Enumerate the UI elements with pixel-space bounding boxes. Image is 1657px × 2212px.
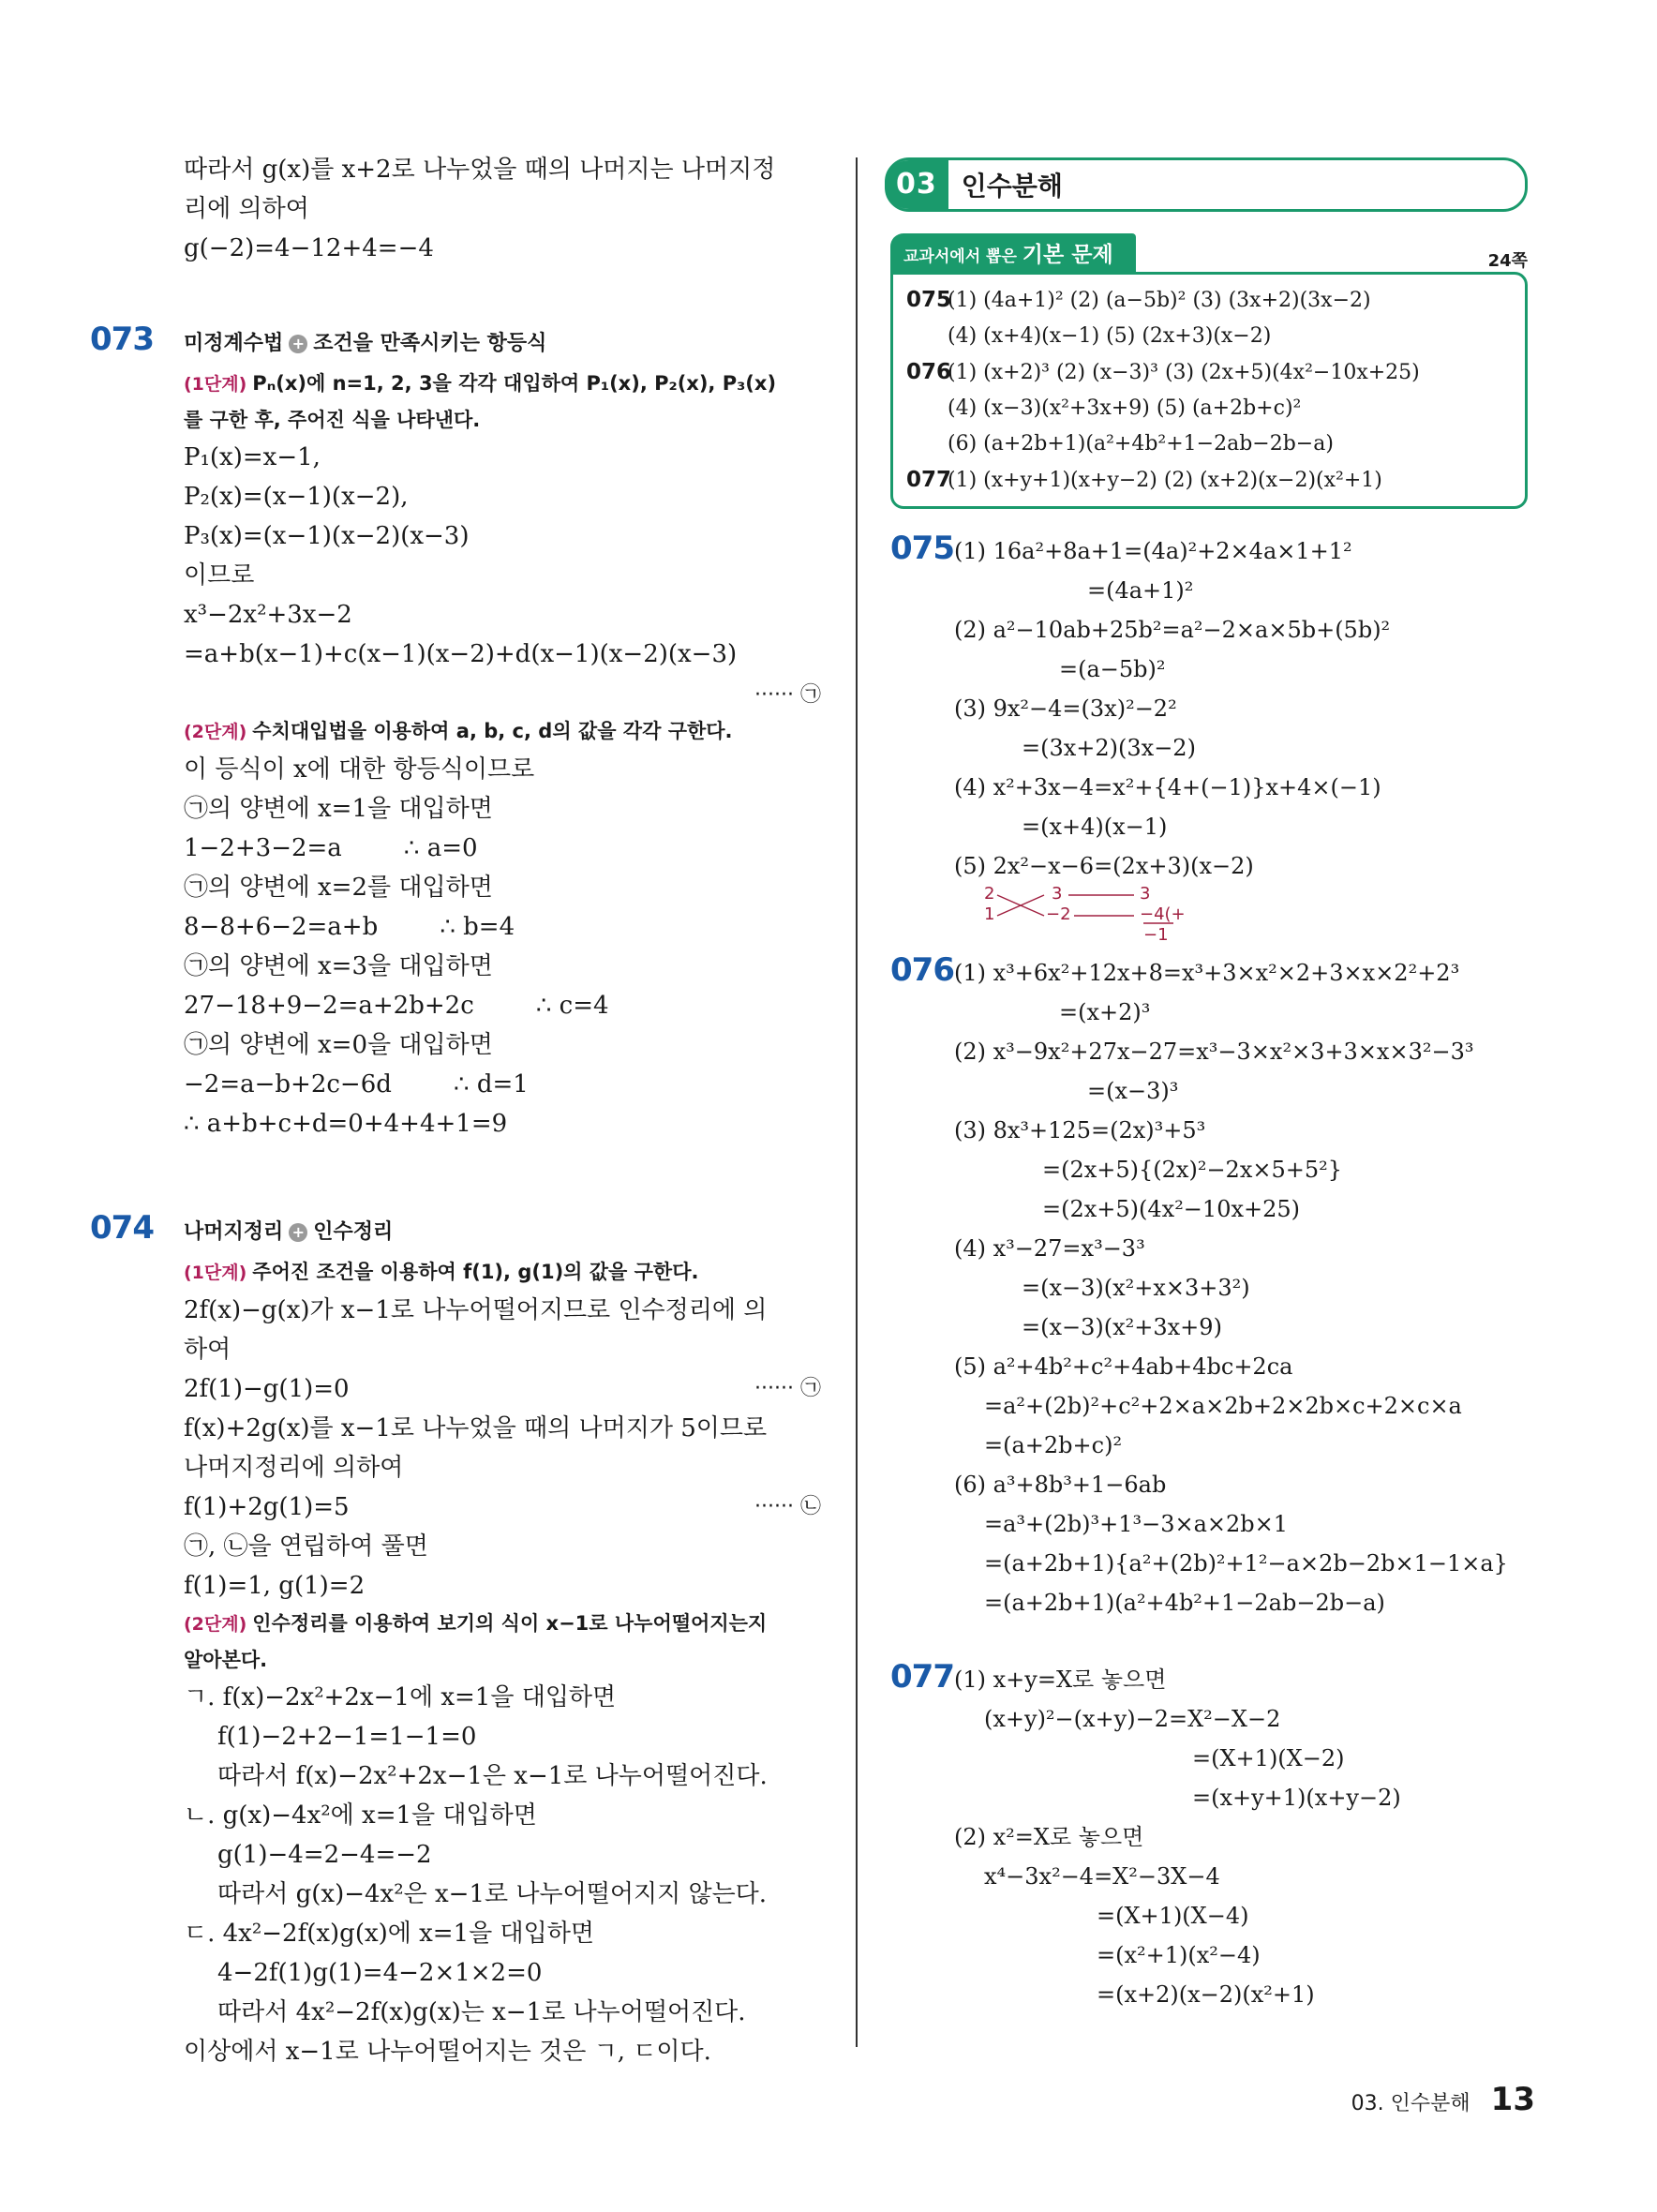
solution-line: (2) x²=X로 놓으면 (954, 1824, 1144, 1850)
answer-line: 075(1) (4a+1)² (2) (a−5b)² (3) (3x+2)(3x−2) (906, 288, 1371, 312)
solution-line: =(a+2b+1)(a²+4b²+1−2ab−2b−a) (984, 1590, 1385, 1616)
equation-line: f(1)+2g(1)=5 ······ ㉡ (184, 1493, 821, 1521)
solution-number: 075 (890, 530, 954, 567)
text-line: 27−18+9−2=a+2b+2c ∴ c=4 (184, 992, 609, 1020)
basic-answers-box (890, 272, 1528, 509)
answer-line: (6) (a+2b+1)(a²+4b²+1−2ab−2b−a) (948, 432, 1334, 456)
solution-line: =a³+(2b)³+1³−3×a×2b×1 (984, 1511, 1289, 1537)
answer-line: 076(1) (x+2)³ (2) (x−3)³ (3) (2x+5)(4x²−10x+25) (906, 360, 1420, 384)
text-line: 이므로 (184, 561, 255, 590)
text-line: P₁(x)=x−1, (184, 443, 321, 471)
basic-problems-tab: 교과서에서 뽑은 기본 문제 (890, 233, 1136, 272)
footer-section-title: 03. 인수분해 (1351, 2092, 1470, 2115)
text-line: f(1)=1, g(1)=2 (184, 1572, 366, 1600)
solution-line: =(a+2b+1){a²+(2b)²+1²−a×2b−2b×1−1×a} (984, 1550, 1508, 1577)
text-line: ∴ a+b+c+d=0+4+4+1=9 (184, 1110, 508, 1138)
solution-line: (5) a²+4b²+c²+4ab+4bc+2ca (954, 1353, 1293, 1380)
page-number: 13 (1490, 2081, 1535, 2118)
problem-073-header (90, 321, 821, 366)
text-line: =a+b(x−1)+c(x−1)(x−2)+d(x−1)(x−2)(x−3) (184, 640, 738, 668)
choice-head: ㄴ. g(x)−4x²에 x=1을 대입하면 (184, 1801, 537, 1830)
solution-line: =(x+4)(x−1) (1022, 814, 1168, 840)
right-column (890, 157, 1528, 2014)
solution-number: 076 (890, 951, 954, 989)
solution-line: =(X+1)(X−4) (1097, 1903, 1249, 1929)
solution-line: (2) a²−10ab+25b²=a²−2×a×5b+(5b)² (954, 617, 1391, 643)
text-line: 2f(x)−g(x)가 x−1로 나누어떨어지므로 인수정리에 의 (184, 1296, 768, 1324)
solution-line: =(x+y+1)(x+y−2) (1192, 1785, 1401, 1811)
step-1: (1단계) Pₙ(x)에 n=1, 2, 3을 각각 대입하여 P₁(x), P₂(x), P₃(x) (184, 372, 777, 395)
step-2: (2단계) 수치대입법을 이용하여 a, b, c, d의 값을 각각 구한다. (184, 720, 733, 742)
solution-line: (4) x³−27=x³−3³ (954, 1235, 1145, 1262)
solution-075: 075 (1) 16a²+8a+1=(4a)²+2×4a×1+1² (890, 530, 1352, 567)
solution-line: (3) 9x²−4=(3x)²−2² (954, 695, 1177, 722)
choice-line: g(1)−4=2−4=−2 (217, 1841, 432, 1869)
section-title (885, 157, 1528, 212)
solution-line: =(2x+5)(4x²−10x+25) (1042, 1196, 1301, 1222)
problem-number: 073 (90, 321, 154, 358)
page-footer (1351, 2081, 1535, 2118)
section-name: 인수분해 (961, 171, 1063, 202)
solution-line: x⁴−3x²−4=X²−3X−4 (984, 1863, 1220, 1890)
text-line: x³−2x²+3x−2 (184, 601, 352, 629)
choice-line: 따라서 f(x)−2x²+2x−1은 x−1로 나누어떨어진다. (217, 1762, 768, 1790)
basic-page-ref: 24쪽 (1487, 251, 1528, 271)
text-line: 리에 의하여 (184, 195, 309, 223)
choice-head: ㄱ. f(x)−2x²+2x−1에 x=1을 대입하면 (184, 1683, 617, 1711)
text-line: ㉠의 양변에 x=3을 대입하면 (184, 952, 493, 980)
cross-coef: 3 (1052, 884, 1063, 904)
text-line: ㉠의 양변에 x=1을 대입하면 (184, 795, 493, 823)
step-1: (1단계) 주어진 조건을 이용하여 f(1), g(1)의 값을 구한다. (184, 1261, 699, 1283)
equation-marker: ······ ㉠ (754, 683, 821, 707)
solution-line: =(a+2b+c)² (984, 1432, 1123, 1458)
solution-line: (3) 8x³+125=(2x)³+5³ (954, 1117, 1206, 1143)
cross-coef: 2 (984, 884, 995, 904)
solution-line: =a²+(2b)²+c²+2×a×2b+2×2b×c+2×c×a (984, 1393, 1462, 1419)
cross-coef: −2 (1046, 904, 1071, 924)
text-line: 따라서 g(x)를 x+2로 나누었을 때의 나머지는 나머지정 (184, 156, 776, 184)
text-line: P₂(x)=(x−1)(x−2), (184, 483, 409, 511)
solution-line: (2) x³−9x²+27x−27=x³−3×x²×3+3×x×3²−3³ (954, 1039, 1474, 1065)
text-line: ㉠, ㉡을 연립하여 풀면 (184, 1532, 428, 1561)
step-2-cont: 알아본다. (184, 1649, 268, 1671)
cross-coef: 3 (1140, 884, 1151, 904)
conclusion: 이상에서 x−1로 나누어떨어지는 것은 ㄱ, ㄷ이다. (184, 2038, 711, 2066)
answer-line: (4) (x−3)(x²+3x+9) (5) (a+2b+c)² (948, 396, 1302, 420)
solution-077: 077 (1) x+y=X로 놓으면 (890, 1658, 1167, 1696)
choice-line: f(1)−2+2−1=1−1=0 (217, 1723, 477, 1751)
solution-line: (6) a³+8b³+1−6ab (954, 1472, 1167, 1498)
solution-076: 076 (1) x³+6x²+12x+8=x³+3×x²×2+3×x×2²+2³ (890, 951, 1460, 989)
cross-multiplication-diagram (984, 884, 1228, 945)
cross-coef: −4(+ (1140, 904, 1186, 924)
step-1-cont: 를 구한 후, 주어진 식을 나타낸다. (184, 409, 481, 431)
choice-head: ㄷ. 4x²−2f(x)g(x)에 x=1을 대입하면 (184, 1920, 594, 1948)
step-2: (2단계) 인수정리를 이용하여 보기의 식이 x−1로 나누어떨어지는지 (184, 1612, 768, 1635)
choice-line: 따라서 4x²−2f(x)g(x)는 x−1로 나누어떨어진다. (217, 1998, 746, 2026)
choice-line: 따라서 g(x)−4x²은 x−1로 나누어떨어지지 않는다. (217, 1880, 768, 1908)
solution-line: (x+y)²−(x+y)−2=X²−X−2 (984, 1706, 1281, 1732)
problem-title: 나머지정리 + 인수정리 (184, 1220, 394, 1244)
answer-line: (4) (x+4)(x−1) (5) (2x+3)(x−2) (948, 324, 1272, 348)
section-number-badge: 03 (885, 160, 948, 209)
column-divider (856, 157, 858, 2047)
text-line: ㉠의 양변에 x=0을 대입하면 (184, 1031, 493, 1059)
solution-line: =(2x+5){(2x)²−2x×5+5²} (1042, 1157, 1343, 1183)
text-line: f(x)+2g(x)를 x−1로 나누었을 때의 나머지가 5이므로 (184, 1414, 768, 1442)
text-line: P₃(x)=(x−1)(x−2)(x−3) (184, 522, 470, 550)
solution-line: =(X+1)(X−2) (1192, 1745, 1345, 1771)
answer-line: 077(1) (x+y+1)(x+y−2) (2) (x+2)(x−2)(x²+1) (906, 468, 1382, 492)
cross-coef: 1 (984, 904, 995, 924)
left-column (90, 150, 821, 2071)
plus-icon: + (289, 1223, 307, 1242)
text-line: −2=a−b+2c−6d ∴ d=1 (184, 1070, 529, 1099)
text-line: ㉠의 양변에 x=2를 대입하면 (184, 874, 493, 902)
solution-number: 077 (890, 1658, 954, 1696)
cross-coef: −1 (1143, 925, 1169, 945)
solution-line: =(4a+1)² (1087, 577, 1194, 604)
solution-line: =(x+2)³ (1059, 999, 1151, 1025)
basic-problems-header (890, 240, 1528, 272)
text-line: 나머지정리에 의하여 (184, 1454, 404, 1482)
text-line: 하여 (184, 1336, 231, 1364)
solution-line: (5) 2x²−x−6=(2x+3)(x−2) (954, 853, 1254, 879)
problem-title: 미정계수법 + 조건을 만족시키는 항등식 (184, 332, 547, 355)
solution-line: =(x+2)(x−2)(x²+1) (1097, 1981, 1315, 2008)
cross-lines (984, 886, 1228, 942)
text-line: 이 등식이 x에 대한 항등식이므로 (184, 755, 535, 784)
text-line: 1−2+3−2=a ∴ a=0 (184, 834, 478, 862)
solution-line: =(a−5b)² (1059, 656, 1166, 682)
solution-line: =(x−3)(x²+3x+9) (1022, 1314, 1222, 1340)
solution-line: (4) x²+3x−4=x²+{4+(−1)}x+4×(−1) (954, 774, 1381, 800)
choice-line: 4−2f(1)g(1)=4−2×1×2=0 (217, 1959, 543, 1987)
equation-line: 2f(1)−g(1)=0 ······ ㉠ (184, 1375, 821, 1403)
solution-line: =(x−3)³ (1087, 1078, 1179, 1104)
text-line: g(−2)=4−12+4=−4 (184, 234, 434, 262)
problem-number: 074 (90, 1209, 154, 1247)
plus-icon: + (289, 335, 307, 353)
text-line: 8−8+6−2=a+b ∴ b=4 (184, 913, 515, 941)
problem-074-header (90, 1209, 821, 1254)
solution-line: =(x−3)(x²+x×3+3²) (1022, 1275, 1250, 1301)
solution-line: =(x²+1)(x²−4) (1097, 1942, 1261, 1968)
solution-line: =(3x+2)(3x−2) (1022, 735, 1196, 761)
